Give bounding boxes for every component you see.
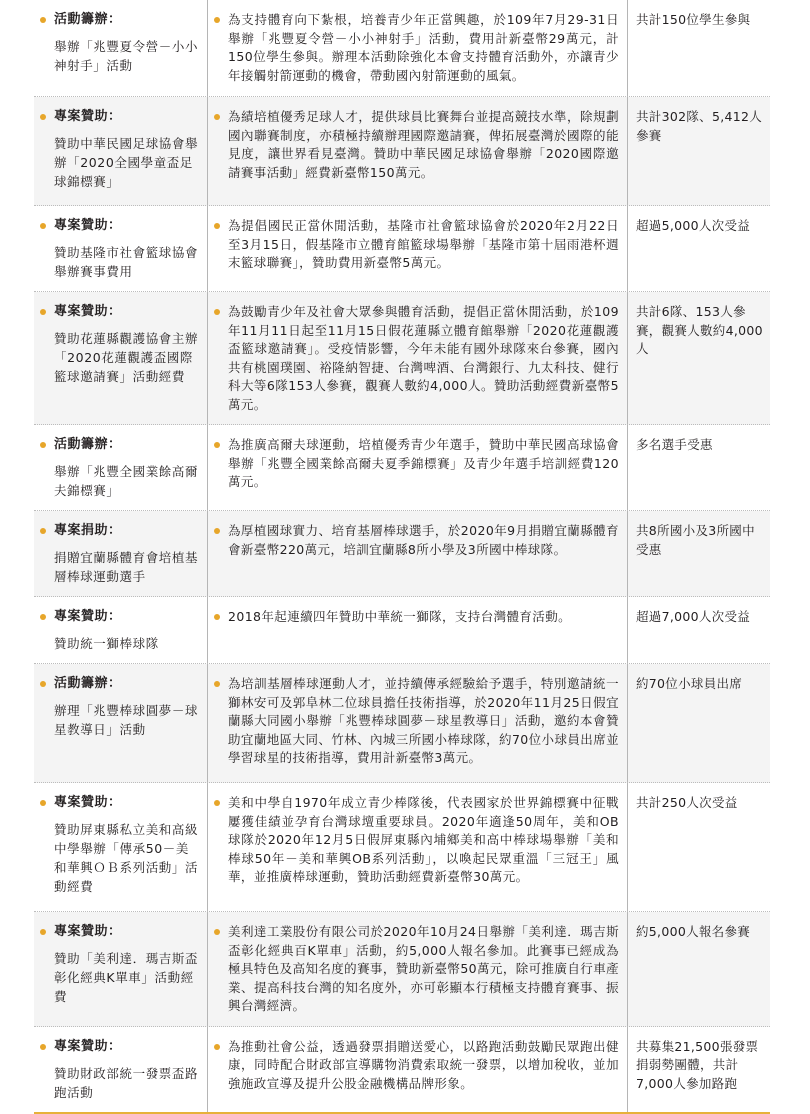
subject-text: 贊助中華民國足球協會舉辦「2020全國學童盃足球錦標賽」: [54, 136, 199, 189]
description-text: 為鼓勵青少年及社會大眾參與體育活動，提倡正當休閒活動，於109年11月11日起至11月15日假花蓮縣立體育館舉辦「2020花蓮觀護盃籃球邀請賽」。受疫情影響，今年未能有國外球隊來台參賽，國內共有桃園璞園、裕隆納智捷、台灣啤酒、台灣銀行、九太科技、健行科大等6隊153人參賽，觀賽人數約4,000人。贊助活動經費新臺幣5萬元。: [228, 303, 619, 414]
category-text: 活動籌辦：: [54, 12, 122, 27]
category-cell: [34, 511, 208, 596]
description-cell: [208, 292, 628, 424]
subject-text: 贊助花蓮縣觀護協會主辦「2020花蓮觀護盃國際籃球邀請賽」活動經費: [54, 331, 199, 384]
bullet-dot-icon: [214, 614, 220, 620]
description-text: 為推動社會公益，透過發票捐贈送愛心，以路跑活動鼓勵民眾跑出健康，同時配合財政部宣導購物消費索取統一發票，以增加稅收，並加強施政宣導及提升公股金融機構品牌形象。: [228, 1038, 619, 1094]
result-cell: [628, 1027, 770, 1112]
category-cell: [34, 206, 208, 291]
result-cell: [628, 97, 770, 205]
table-row: [34, 597, 770, 664]
bullet-dot-icon: [214, 442, 220, 448]
result-cell: [628, 292, 770, 424]
bullet-dot-icon: [214, 114, 220, 120]
result-cell: [628, 206, 770, 291]
category-text: 專案贊助：: [54, 109, 122, 124]
description-cell: [208, 597, 628, 663]
category-label: [54, 608, 199, 626]
result-text: 共計150位學生參與: [636, 12, 751, 27]
bullet-dot-icon: [214, 681, 220, 687]
category-cell: [34, 664, 208, 782]
subject-text: 辦理「兆豐棒球圓夢－球星教導日」活動: [54, 703, 199, 737]
category-label: [54, 923, 199, 941]
description-cell: [208, 0, 628, 96]
description-cell: [208, 97, 628, 205]
bullet-dot-icon: [214, 309, 220, 315]
description-cell: [208, 511, 628, 596]
description-text: 2018年起連續四年贊助中華統一獅隊，支持台灣體育活動。: [228, 608, 619, 627]
result-cell: [628, 511, 770, 596]
category-label: [54, 108, 199, 126]
category-text: 活動籌辦：: [54, 437, 122, 452]
bullet-dot-icon: [40, 1044, 46, 1050]
category-text: 專案贊助：: [54, 304, 122, 319]
bullet-dot-icon: [40, 17, 46, 23]
table-row: [34, 511, 770, 597]
category-label: [54, 303, 199, 321]
description-text: 美和中學自1970年成立青少棒隊後，代表國家於世界錦標賽中征戰屢獲佳績並孕育台灣球壇重要球員。2020年適逢50周年，美和OB球隊於2020年12月5日假屏東縣內埔鄉美和高中棒球場舉辦「美和棒球50年－美和華興OB系列活動」，以喚起民眾重溫「三冠王」風華，並推廣棒球運動，贊助活動經費新臺幣30萬元。: [228, 794, 619, 887]
table-row: [34, 783, 770, 912]
result-text: 共計302隊、5,412人參賽: [636, 109, 763, 143]
subject-text: 贊助財政部統一發票盃路跑活動: [54, 1065, 199, 1100]
description-text: 為厚植國球實力、培育基層棒球選手，於2020年9月捐贈宜蘭縣體育會新臺幣220萬元，培訓宜蘭縣8所小學及3所國中棒球隊。: [228, 522, 619, 559]
category-cell: [34, 597, 208, 663]
bullet-dot-icon: [40, 309, 46, 315]
category-text: 專案贊助：: [54, 609, 122, 624]
subject-text: 贊助統一獅棒球隊: [54, 636, 159, 651]
table-row: [34, 1027, 770, 1114]
result-text: 共計250人次受益: [636, 795, 738, 810]
subject-text: 贊助屏東縣私立美和高級中學舉辦「傳承50－美和華興ＯＢ系列活動」活動經費: [54, 822, 199, 894]
result-cell: [628, 664, 770, 782]
bullet-dot-icon: [214, 1044, 220, 1050]
category-cell: [34, 425, 208, 510]
table-row: [34, 292, 770, 425]
category-label: [54, 675, 199, 693]
bullet-dot-icon: [214, 528, 220, 534]
result-text: 約5,000人報名參賽: [636, 924, 751, 939]
category-cell: [34, 912, 208, 1026]
sponsorship-table: [34, 0, 770, 1114]
table-row: [34, 97, 770, 206]
category-text: 活動籌辦：: [54, 676, 122, 691]
category-text: 專案贊助：: [54, 795, 122, 810]
category-text: 專案贊助：: [54, 1038, 122, 1054]
bullet-dot-icon: [40, 114, 46, 120]
bullet-dot-icon: [40, 929, 46, 935]
bullet-dot-icon: [214, 17, 220, 23]
description-cell: [208, 206, 628, 291]
description-cell: [208, 425, 628, 510]
subject-text: 舉辦「兆豐夏令營－小小神射手」活動: [54, 39, 199, 73]
result-text: 多名選手受惠: [636, 437, 713, 452]
bullet-dot-icon: [40, 681, 46, 687]
category-text: 專案贊助：: [54, 218, 122, 233]
bullet-dot-icon: [214, 223, 220, 229]
result-text: 共8所國小及3所國中受惠: [636, 523, 755, 557]
result-cell: [628, 912, 770, 1026]
subject-text: 捐贈宜蘭縣體育會培植基層棒球運動選手: [54, 550, 199, 584]
description-text: 為推廣高爾夫球運動，培植優秀青少年選手，贊助中華民國高球協會舉辦「兆豐全國業餘高爾夫夏季錦標賽」及青少年選手培訓經費120萬元。: [228, 436, 619, 492]
table-row: [34, 664, 770, 783]
category-label: [54, 217, 199, 235]
description-cell: [208, 1027, 628, 1112]
description-text: 為績培植優秀足球人才，提供球員比賽舞台並提高競技水準，除規劃國內聯賽制度，亦積極持續辦理國際邀請賽，俾拓展臺灣於國際的能見度，讓世界看見臺灣。贊助中華民國足球協會舉辦「2020國際邀請賽事活動」經費新臺幣150萬元。: [228, 108, 619, 182]
subject-text: 贊助「美利達．瑪吉斯盃彰化經典K單車」活動經費: [54, 951, 199, 1004]
category-label: [54, 794, 199, 812]
category-text: 專案贊助：: [54, 924, 122, 939]
bullet-dot-icon: [40, 614, 46, 620]
table-row: [34, 912, 770, 1027]
result-cell: [628, 597, 770, 663]
bullet-dot-icon: [214, 800, 220, 806]
description-cell: [208, 783, 628, 911]
subject-text: 贊助基隆市社會籃球協會舉辦賽事費用: [54, 245, 199, 279]
result-text: 共募集21,500張發票捐弱勢團體，共計7,000人參加路跑: [636, 1038, 759, 1091]
category-label: [54, 522, 199, 540]
category-cell: [34, 97, 208, 205]
bullet-dot-icon: [40, 223, 46, 229]
result-cell: [628, 783, 770, 911]
description-cell: [208, 912, 628, 1026]
subject-text: 舉辦「兆豐全國業餘高爾夫錦標賽」: [54, 464, 199, 498]
result-text: 超過5,000人次受益: [636, 218, 751, 233]
category-label: [54, 1038, 199, 1056]
bullet-dot-icon: [214, 929, 220, 935]
description-text: 為提倡國民正當休閒活動，基隆市社會籃球協會於2020年2月22日至3月15日，假基隆市立體育館籃球場舉辦「基隆市第十屆雨港杯週末籃球聯賽」，贊助費用新臺幣5萬元。: [228, 217, 619, 273]
table-row: [34, 206, 770, 292]
category-text: 專案捐助：: [54, 523, 122, 538]
description-cell: [208, 664, 628, 782]
table-row: [34, 425, 770, 511]
result-text: 約70位小球員出席: [636, 676, 743, 691]
category-cell: [34, 783, 208, 911]
bullet-dot-icon: [40, 800, 46, 806]
bullet-dot-icon: [40, 442, 46, 448]
result-text: 共計6隊、153人參賽，觀賽人數約4,000人: [636, 304, 763, 356]
description-text: 為支持體育向下紮根，培養青少年正當興趣，於109年7月29-31日舉辦「兆豐夏令營－小小神射手」活動，費用計新臺幣29萬元，計150位學生參與。辦理本活動除強化本會支持體育活動外，亦讓青少年接觸射箭運動的機會，帶動國內射箭運動的風氣。: [228, 11, 619, 85]
category-cell: [34, 0, 208, 96]
category-cell: [34, 1027, 208, 1112]
table-row: [34, 0, 770, 97]
bullet-dot-icon: [40, 528, 46, 534]
result-cell: [628, 425, 770, 510]
result-text: 超過7,000人次受益: [636, 609, 751, 624]
category-label: [54, 436, 199, 454]
result-cell: [628, 0, 770, 96]
category-label: [54, 11, 199, 29]
description-text: 為培訓基層棒球運動人才，並持續傳承經驗給予選手，特別邀請統一獅林安可及郭阜林二位球員擔任技術指導，於2020年11月25日假宜蘭縣大同國小舉辦「兆豐棒球圓夢－球星教導日」活動，邀約本會贊助宜蘭地區大同、竹林、內城三所國小棒球隊，約70位小球員出席並學習球星的技術指導，費用計新臺幣3萬元。: [228, 675, 619, 768]
description-text: 美利達工業股份有限公司於2020年10月24日舉辦「美利達．瑪吉斯盃彰化經典百K單車」活動，約5,000人報名參加。此賽事已經成為極具特色及高知名度的賽事，贊助新臺幣50萬元，除可推廣自行車產業、提高科技台灣的知名度外，亦可彰顯本行積極支持體育賽事、振興台灣經濟。: [228, 923, 619, 1016]
category-cell: [34, 292, 208, 424]
